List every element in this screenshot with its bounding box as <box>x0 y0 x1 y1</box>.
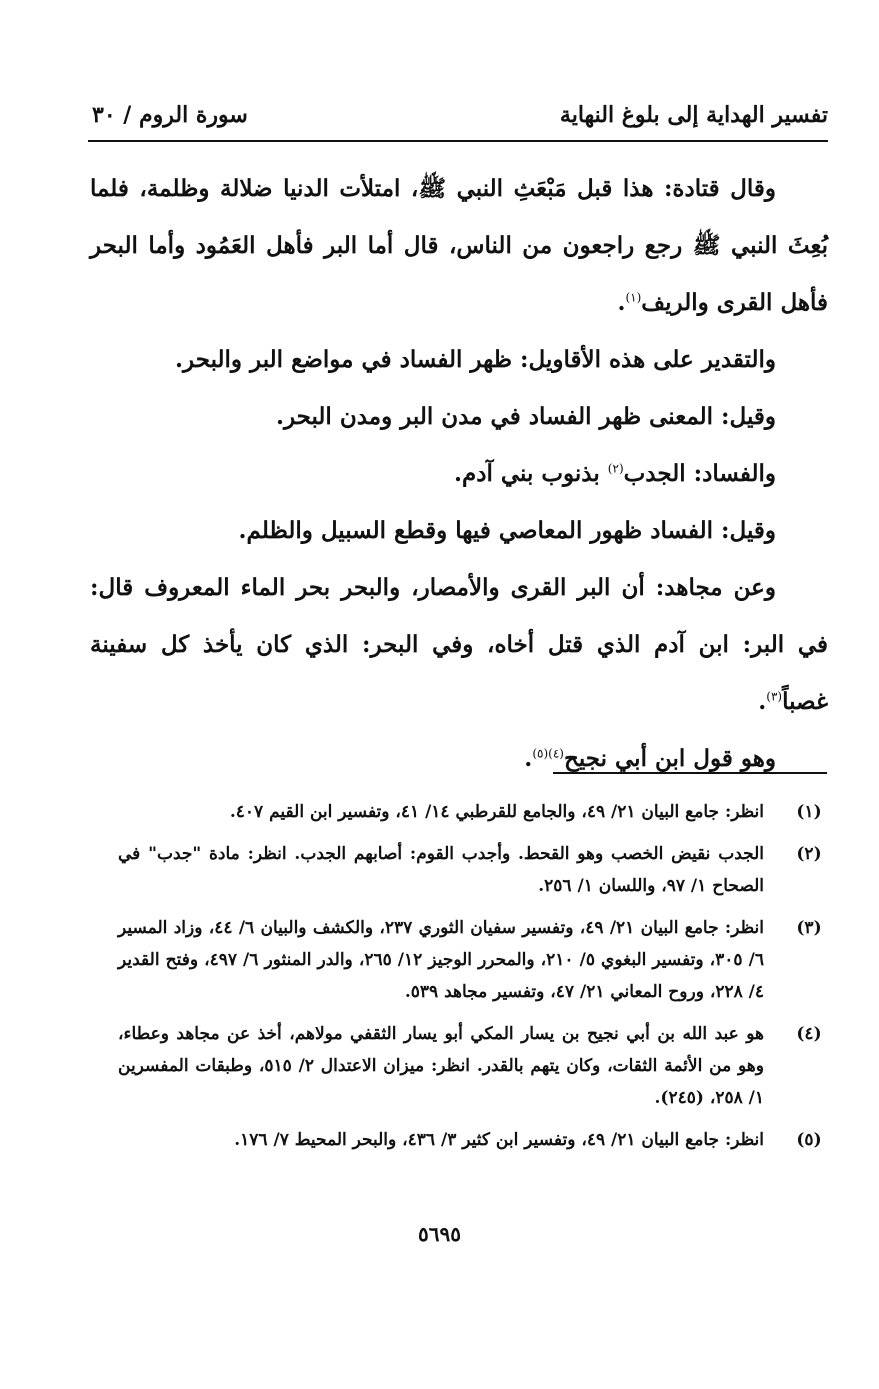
footnote-1 <box>118 796 826 828</box>
footnote-ref-2: (٢) <box>607 461 624 476</box>
footnote-text: انظر: جامع البيان ٢١/ ٤٩، وتفسير سفيان الثوري ٢٣٧، والكشف والبيان ٦/ ٤٤، وزاد المسير ٦/ ٣٠٥، وتفسير البغوي ٥/ ٢١٠، والمحرر الوجيز ١٢/ ٢٦٥، والدر المنثور ٦/ ٤٩٧، وفتح القدير ٤/ ٢٢٨، وروح المعاني ٢١/ ٤٧، وتفسير مجاهد ٥٣٩. <box>118 918 764 1002</box>
footnote-text: الجدب نقيض الخصب وهو القحط. وأجدب القوم: أصابهم الجدب. انظر: مادة "جدب" في الصحاح ١/ ٩٧، واللسان ١/ ٢٥٦. <box>118 844 764 896</box>
footnote-number: (٢) <box>796 844 822 864</box>
footnote-4 <box>118 1018 826 1114</box>
footnote-2 <box>118 838 826 902</box>
surah-label: سورة الروم / ٣٠ <box>92 102 248 128</box>
paragraph-6-text: وعن مجاهد: أن البر القرى والأمصار، والبحر بحر الماء المعروف قال: في البر: ابن آدم الذي قتل أخاه، وفي البحر: الذي كان يأخذ كل سفينة غصباً <box>90 574 828 715</box>
main-text <box>90 160 828 787</box>
paragraph-2: والتقدير على هذه الأقاويل: ظهر الفساد في مواضع البر والبحر. <box>175 346 776 373</box>
running-header <box>88 96 828 142</box>
footnote-separator <box>553 772 827 774</box>
paragraph-6: وعن مجاهد: أن البر القرى والأمصار، والبحر بحر الماء المعروف قال: في البر: ابن آدم الذي قتل أخاه، وفي البحر: الذي كان يأخذ كل سفينة غصباً$^{(٣)}$. <box>90 574 828 715</box>
page-number: ٥٦٩٥ <box>418 1222 461 1246</box>
paragraph-7: وهو قول ابن أبي نجيح$^{(٤)(٥)}$. <box>524 745 776 772</box>
paragraph-7-text: وهو قول ابن أبي نجيح <box>563 745 776 772</box>
footnote-number: (٤) <box>796 1024 822 1044</box>
paragraph-1: وقال قتادة: هذا قبل مَبْعَثِ النبي ﷺ، امتلأت الدنيا ضلالة وظلمة، فلما بُعِثَ النبي ﷺ رجع راجعون من الناس، قال أما البر فأهل العَمُود وأما البحر فأهل القرى والريف$^{(١)}$. <box>90 175 828 316</box>
paragraph-5: وقيل: الفساد ظهور المعاصي فيها وقطع السبيل والظلم. <box>238 517 776 544</box>
paragraph-3: وقيل: المعنى ظهر الفساد في مدن البر ومدن البحر. <box>275 403 776 430</box>
footnotes <box>118 796 826 1166</box>
book-title: تفسير الهداية إلى بلوغ النهاية <box>559 102 828 128</box>
footnote-number: (٥) <box>796 1130 822 1150</box>
footnote-3 <box>118 912 826 1008</box>
paragraph-1-text: وقال قتادة: هذا قبل مَبْعَثِ النبي ﷺ، امتلأت الدنيا ضلالة وظلمة، فلما بُعِثَ النبي ﷺ رجع راجعون من الناس، قال أما البر فأهل العَمُود وأما البحر فأهل القرى والريف <box>90 175 828 316</box>
footnote-ref-1: (١) <box>625 290 642 305</box>
footnote-text: هو عبد الله بن أبي نجيح بن يسار المكي أبو يسار الثقفي مولاهم، أخذ عن مجاهد وعطاء، وهو من الأئمة الثقات، وكان يتهم بالقدر. انظر: ميزان الاعتدال ٢/ ٥١٥، وطبقات المفسرين ١/ ٢٥٨، (٢٤٥). <box>118 1024 764 1108</box>
paragraph-4-text-b: بذنوب بني آدم. <box>453 460 608 487</box>
footnote-5 <box>118 1124 826 1156</box>
footnote-ref-3: (٣) <box>766 689 783 704</box>
footnote-number: (١) <box>796 802 822 822</box>
footnote-number: (٣) <box>796 918 822 938</box>
paragraph-4-text-a: والفساد: الجدب <box>623 460 776 487</box>
footnote-text: انظر: جامع البيان ٢١/ ٤٩، وتفسير ابن كثير ٣/ ٤٣٦، والبحر المحيط ٧/ ١٧٦. <box>234 1130 764 1150</box>
footnote-ref-4-5: (٤)(٥) <box>532 746 564 761</box>
footnote-text: انظر: جامع البيان ٢١/ ٤٩، والجامع للقرطبي ١٤/ ٤١، وتفسير ابن القيم ٤٠٧. <box>229 802 764 822</box>
paragraph-4 <box>90 445 828 502</box>
